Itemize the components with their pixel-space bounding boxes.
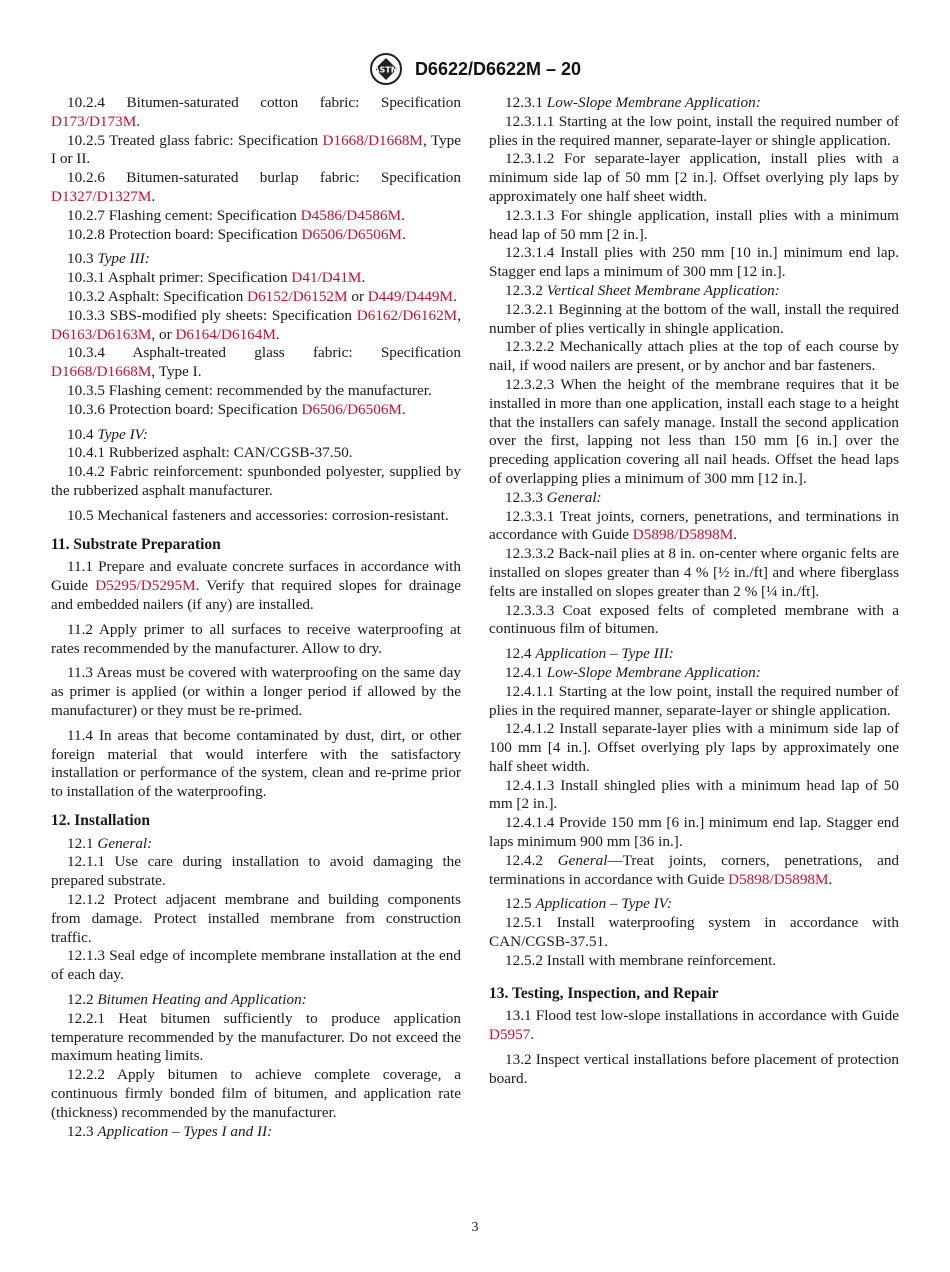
para-10-4-1: 10.4.1 Rubberized asphalt: CAN/CGSB-37.50.	[67, 444, 353, 462]
para-12-3-2-1: 12.3.2.1 Beginning at the bottom of the wall, install the required number of plies vertically in shingle application.	[489, 300, 899, 337]
para-12-2-1: 12.2.1 Heat bitumen sufficiently to produce application temperature recommended by the manufacturer. Do not exceed the maximum heating limits.	[51, 1009, 461, 1065]
para-11-1: 11.1 Prepare and evaluate concrete surfaces in accordance with Guide D5295/D5295M. Verify that required slopes for drainage and embedded nailers (if any) are installed.	[51, 558, 461, 613]
para-12-3-1-2: 12.3.1.2 For separate-layer application, install plies with a minimum side lap of 50 mm [2 in.]. Offset overlying ply laps by approximately one half sheet width.	[489, 150, 899, 205]
para-12-4-1-4: 12.4.1.4 Provide 150 mm [6 in.] minimum end lap. Stagger end laps minimum 900 mm [36 in.].	[489, 814, 899, 851]
section-12-heading: 12. Installation	[51, 811, 151, 829]
link-d6152[interactable]: D6152/D6152M	[247, 287, 348, 305]
para-10-3-3: 10.3.3 SBS-modified ply sheets: Specification D6162/D6162M, D6163/D6163M, or D6164/D6164M.	[51, 306, 461, 343]
para-12-5-1: 12.5.1 Install waterproofing system in accordance with CAN/CGSB-37.51.	[489, 914, 899, 951]
link-d5295[interactable]: D5295/D5295M	[95, 577, 196, 595]
para-12-3-1: 12.3.1 Low-Slope Membrane Application:	[505, 94, 761, 111]
para-12-3-3: 12.3.3 General:	[505, 488, 602, 506]
para-10-2-8: 10.2.8 Protection board: Specification D6506/D6506M.	[67, 225, 406, 243]
para-12-1-1: 12.1.1 Use care during installation to avoid damaging the prepared substrate.	[51, 853, 461, 890]
para-12-4-1-1: 12.4.1.1 Starting at the low point, install the required number of plies in the required manner, separate-layer or shingle application.	[489, 682, 899, 719]
para-12-4-1-3: 12.4.1.3 Install shingled plies with a minimum head lap of 50 mm [2 in.].	[489, 776, 899, 813]
link-d41[interactable]: D41/D41M	[291, 269, 362, 287]
para-11-2: 11.2 Apply primer to all surfaces to receive waterproofing at rates recommended by the manufacturer. Allow to dry.	[51, 620, 461, 657]
link-d449[interactable]: D449/D449M	[367, 287, 454, 305]
link-d6162[interactable]: D6162/D6162M	[356, 306, 458, 324]
para-10-4-2: 10.4.2 Fabric reinforcement: spunbonded polyester, supplied by the rubberized asphalt manufacturer.	[51, 463, 461, 499]
para-12-3-2-3: 12.3.2.3 When the height of the membrane requires that it be installed in more than one application, install each stage to a height that the installers can safely manage. Install the second application over the first, lapping not less than 150 mm [6 in.] over the preceding application covering all nail heads. Offset the head laps of overlapping plies a minimum of 300 mm [12 in.].	[489, 375, 899, 487]
para-13-2: 13.2 Inspect vertical installations before placement of protection board.	[489, 1051, 899, 1087]
link-d5957[interactable]: D5957	[489, 1026, 531, 1044]
para-12-5: 12.5 Application – Type IV:	[505, 895, 673, 913]
document-code: D6622/D6622M – 20	[414, 58, 582, 79]
para-10-2-6: 10.2.6 Bitumen-saturated burlap fabric: Specification D1327/D1327M.	[51, 169, 461, 205]
para-12-3-2-2: 12.3.2.2 Mechanically attach plies at the top of each course by nail, if wood nailers are present, or by anchor and bar fasteners.	[489, 338, 899, 375]
para-10-3-6: 10.3.6 Protection board: Specification D6506/D6506M.	[67, 400, 406, 418]
para-10-2-4: 10.2.4 Bitumen-saturated cotton fabric: Specification D173/D173M.	[51, 94, 461, 130]
link-d6506-b[interactable]: D6506/D6506M	[301, 400, 402, 418]
link-d6506[interactable]: D6506/D6506M	[301, 225, 402, 243]
link-d4586[interactable]: D4586/D4586M	[300, 206, 402, 224]
para-12-3-1-4: 12.3.1.4 Install plies with 250 mm [10 in.] minimum end lap. Stagger end laps a minimum of 300 mm [12 in.].	[489, 244, 899, 281]
para-12-3-3-3: 12.3.3.3 Coat exposed felts of completed membrane with a continuous film of bitumen.	[489, 601, 899, 638]
para-12-2: 12.2 Bitumen Heating and Application:	[67, 991, 307, 1009]
para-12-1: 12.1 General:	[67, 834, 153, 852]
para-12-2-2: 12.2.2 Apply bitumen to achieve complete coverage, a continuous firmly bonded film of bitumen, and application rate (thickness) recommended by the manufacturer.	[51, 1066, 461, 1121]
para-10-3-1: 10.3.1 Asphalt primer: Specification D41/D41M.	[67, 269, 366, 287]
para-12-3-1-3: 12.3.1.3 For shingle application, install plies with a minimum head lap of 50 mm [2 in.].	[489, 206, 899, 243]
link-d5898[interactable]: D5898/D5898M	[632, 526, 734, 544]
link-d6164[interactable]: D6164/D6164M	[175, 325, 276, 343]
astm-logo-icon	[369, 52, 403, 86]
para-12-3-3-1: 12.3.3.1 Treat joints, corners, penetrations, and terminations in accordance with Guide D5898/D5898M.	[489, 507, 899, 544]
para-12-3-1-1: 12.3.1.1 Starting at the low point, install the required number of plies in the required manner, separate-layer or shingle application.	[489, 112, 899, 149]
section-11-heading: 11. Substrate Preparation	[51, 535, 221, 553]
para-10-2-5: 10.2.5 Treated glass fabric: Specification D1668/D1668M, Type I or II.	[51, 131, 461, 168]
para-12-4-1-2: 12.4.1.2 Install separate-layer plies with a minimum side lap of 100 mm [4 in.]. Offset overlying ply laps by approximately one half sheet width.	[489, 720, 899, 775]
para-12-4-2: 12.4.2 General—Treat joints, corners, penetrations, and terminations in accordance with Guide D5898/D5898M.	[489, 851, 900, 888]
para-12-5-2: 12.5.2 Install with membrane reinforcement.	[505, 951, 777, 969]
para-13-1: 13.1 Flood test low-slope installations in accordance with Guide D5957.	[489, 1007, 899, 1044]
left-column	[51, 94, 461, 1141]
para-10-3: 10.3 Type III:	[67, 250, 150, 268]
link-d173[interactable]: D173/D173M	[51, 112, 137, 130]
right-column	[489, 94, 899, 1089]
para-12-3: 12.3 Application – Types I and II:	[67, 1122, 273, 1140]
section-13-heading: 13. Testing, Inspection, and Repair	[489, 984, 719, 1002]
logo-text: ASTM	[373, 65, 399, 75]
para-11-4: 11.4 In areas that become contaminated by dust, dirt, or other foreign material that would interfere with the satisfactory installation or performance of the system, clean and re-prime prior to installation of the waterproofing.	[51, 726, 461, 801]
para-11-3: 11.3 Areas must be covered with waterproofing on the same day as primer is applied (or within a longer period if allowed by the manufacturer) or they must be re-primed.	[51, 664, 461, 719]
para-10-3-5: 10.3.5 Flashing cement: recommended by the manufacturer.	[67, 381, 432, 399]
para-12-1-3: 12.1.3 Seal edge of incomplete membrane installation at the end of each day.	[51, 947, 461, 984]
para-10-3-2: 10.3.2 Asphalt: Specification D6152/D6152M or D449/D449M.	[67, 287, 457, 305]
para-10-2-7: 10.2.7 Flashing cement: Specification D4586/D4586M.	[67, 206, 405, 224]
para-10-3-4: 10.3.4 Asphalt-treated glass fabric: Specification D1668/D1668M, Type I.	[51, 344, 461, 381]
para-12-4: 12.4 Application – Type III:	[505, 645, 674, 663]
link-d1668-type1[interactable]: D1668/D1668M	[51, 363, 152, 381]
para-10-4: 10.4 Type IV:	[67, 425, 148, 443]
para-12-1-2: 12.1.2 Protect adjacent membrane and building components from damage. Protect installed membrane from construction traffic.	[51, 891, 461, 946]
link-d6163[interactable]: D6163/D6163M	[51, 325, 152, 343]
link-d1668[interactable]: D1668/D1668M	[322, 131, 423, 149]
para-12-4-1: 12.4.1 Low-Slope Membrane Application:	[505, 663, 761, 681]
link-d1327[interactable]: D1327/D1327M	[51, 187, 152, 205]
para-10-5: 10.5 Mechanical fasteners and accessories: corrosion-resistant.	[67, 506, 449, 524]
link-d5898-b[interactable]: D5898/D5898M	[728, 870, 829, 888]
para-12-3-3-2: 12.3.3.2 Back-nail plies at 8 in. on-center where organic felts are installed on slopes greater than 4 % [½ in./ft] and where fiberglass felts are installed on slopes greater than 2 % [¼ in./ft].	[489, 545, 899, 600]
para-12-3-2: 12.3.2 Vertical Sheet Membrane Application:	[505, 281, 780, 299]
page-number: 3	[471, 1220, 479, 1235]
page-header	[0, 52, 950, 86]
